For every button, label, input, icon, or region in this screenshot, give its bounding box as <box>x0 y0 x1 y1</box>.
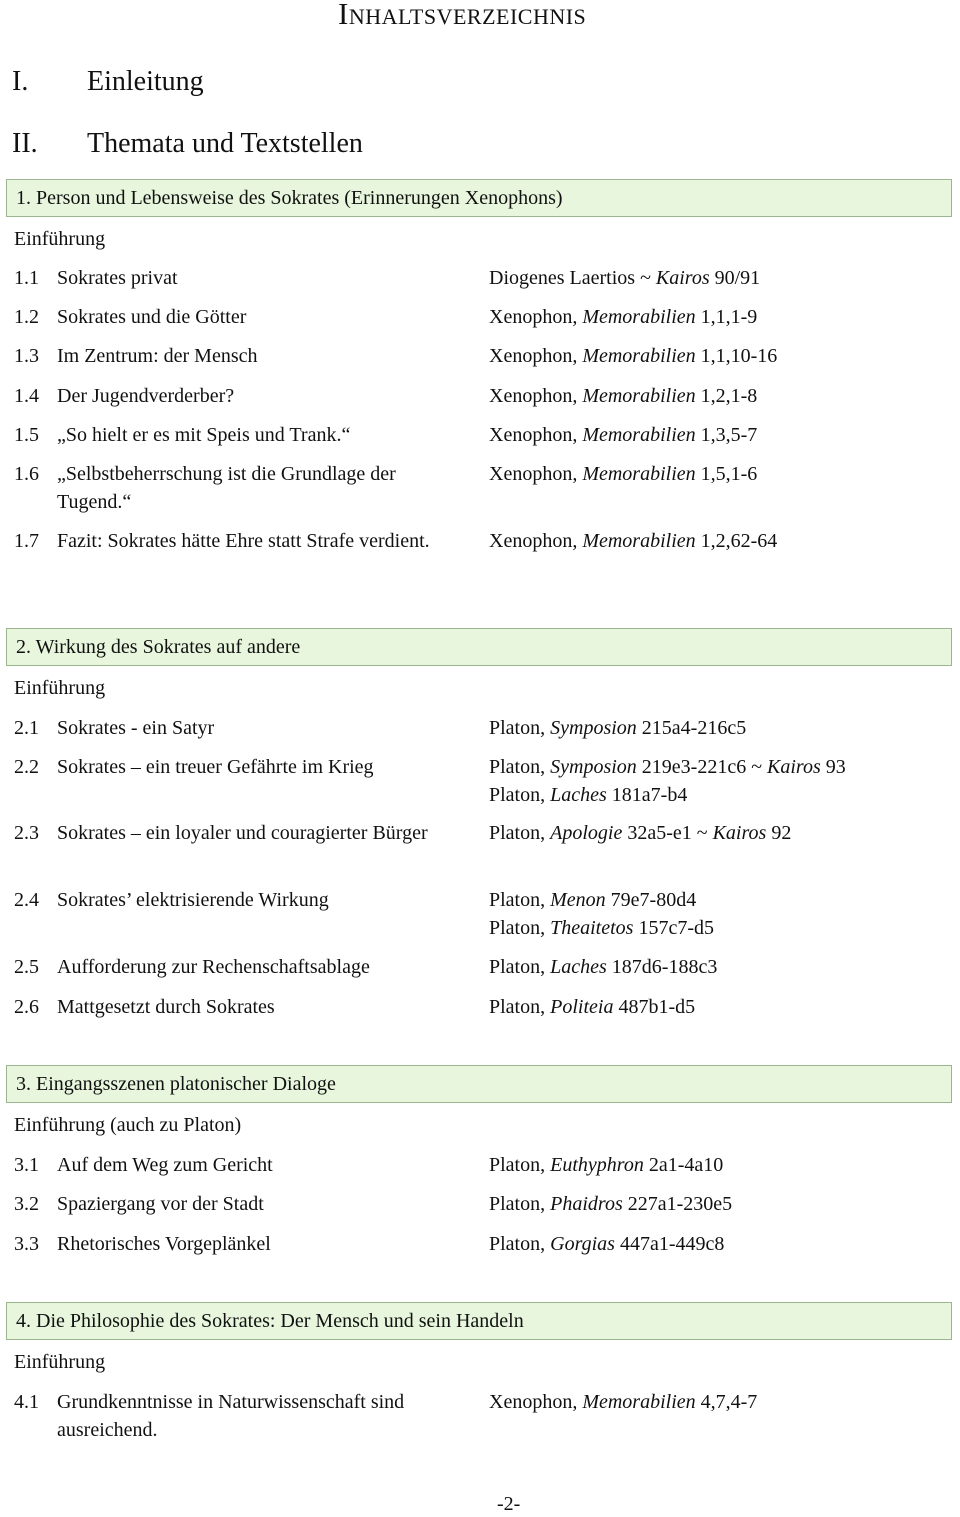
entry-topic: Grundkenntnisse in Naturwissenschaft sind ausreichend. <box>57 1391 405 1441</box>
entry-reference <box>489 993 909 1021</box>
reference-location: 4,7,4-7 <box>695 1391 758 1413</box>
reference-work: Menon <box>550 889 606 911</box>
reference-location: 157c7-d5 <box>633 917 715 939</box>
reference-author: Xenophon, <box>489 463 583 485</box>
reference-author: Platon, <box>489 717 551 739</box>
entry-number: 2.1 <box>14 717 39 739</box>
reference-location: 1,3,5-7 <box>695 424 758 446</box>
entry-number: 2.5 <box>14 956 39 978</box>
reference-line <box>489 953 909 981</box>
entry-reference <box>489 753 909 809</box>
entry-reference <box>489 421 909 449</box>
reference-location: 1,1,10-16 <box>695 345 778 367</box>
reference-author: Platon, <box>489 784 551 806</box>
entry-number: 1.5 <box>14 424 39 446</box>
section-header-3: 3. Eingangsszenen platonischer Dialoge <box>6 1065 952 1103</box>
reference-author: Diogenes Laertios ~ <box>489 267 656 289</box>
entry-reference <box>489 1151 909 1179</box>
reference-location: 219e3-221c6 ~ <box>636 756 768 778</box>
entry-reference <box>489 1230 909 1258</box>
reference-work: Apologie <box>550 822 623 844</box>
reference-location: 1,2,1-8 <box>695 385 758 407</box>
entry-topic: Sokrates – ein loyaler und couragierter Bürger <box>57 822 428 844</box>
reference-author: Xenophon, <box>489 385 583 407</box>
reference-author: Platon, <box>489 1154 551 1176</box>
reference-line <box>489 1388 909 1416</box>
entry-reference <box>489 303 909 331</box>
entry-topic: „So hielt er es mit Speis und Trank.“ <box>57 424 351 446</box>
reference-work: Kairos <box>655 267 710 289</box>
reference-author: Platon, <box>489 889 551 911</box>
reference-work: Laches <box>550 956 607 978</box>
entry-number: 2.6 <box>14 996 39 1018</box>
part-heading-themata <box>12 128 363 160</box>
reference-location: 79e7-80d4 <box>605 889 697 911</box>
section-header-2: 2. Wirkung des Sokrates auf andere <box>6 628 952 666</box>
reference-author: Xenophon, <box>489 1391 583 1413</box>
entry-topic: Der Jugendverderber? <box>57 385 235 407</box>
entry-reference <box>489 953 909 981</box>
reference-work: Memorabilien <box>582 306 696 328</box>
part-heading-einleitung <box>12 66 204 98</box>
reference-work: Symposion <box>550 717 637 739</box>
page-number: -2- <box>497 1493 521 1515</box>
entry-number: 1.3 <box>14 345 39 367</box>
entry-topic: Mattgesetzt durch Sokrates <box>57 996 275 1018</box>
reference-location: 93 <box>820 756 846 778</box>
reference-location: 2a1-4a10 <box>643 1154 724 1176</box>
entry-reference <box>489 382 909 410</box>
entry-topic: „Selbstbeherrschung ist die Grundlage der Tugend.“ <box>57 463 396 513</box>
reference-location: 1,5,1-6 <box>695 463 758 485</box>
reference-author: Platon, <box>489 756 551 778</box>
entry-reference <box>489 342 909 370</box>
section-intro: Einführung <box>14 1351 106 1373</box>
entry-reference <box>489 527 909 555</box>
reference-location: 487b1-d5 <box>613 996 696 1018</box>
reference-work: Kairos <box>712 822 767 844</box>
entry-topic: Im Zentrum: der Mensch <box>57 345 258 367</box>
reference-location: 1,2,62-64 <box>695 530 778 552</box>
reference-location: 447a1-449c8 <box>614 1233 725 1255</box>
reference-line <box>489 527 909 555</box>
reference-work: Symposion <box>550 756 637 778</box>
reference-line <box>489 382 909 410</box>
reference-line <box>489 1190 909 1218</box>
reference-work: Memorabilien <box>582 424 696 446</box>
part-number: II. <box>12 128 38 159</box>
entry-topic: Sokrates - ein Satyr <box>57 717 215 739</box>
reference-line <box>489 460 909 488</box>
entry-topic: Fazit: Sokrates hätte Ehre statt Strafe verdient. <box>57 530 430 552</box>
reference-line <box>489 714 909 742</box>
entry-number: 3.3 <box>14 1233 39 1255</box>
reference-line <box>489 264 909 292</box>
reference-work: Memorabilien <box>582 385 696 407</box>
reference-author: Platon, <box>489 917 551 939</box>
entry-reference <box>489 714 909 742</box>
part-label: Einleitung <box>87 66 204 97</box>
reference-author: Platon, <box>489 822 551 844</box>
section-header-4: 4. Die Philosophie des Sokrates: Der Mensch und sein Handeln <box>6 1302 952 1340</box>
reference-work: Phaidros <box>550 1193 623 1215</box>
section-intro: Einführung (auch zu Platon) <box>14 1114 242 1136</box>
entry-topic: Sokrates und die Götter <box>57 306 247 328</box>
entry-reference <box>489 886 909 942</box>
reference-location: 1,1,1-9 <box>695 306 758 328</box>
reference-location: 92 <box>766 822 792 844</box>
entry-reference <box>489 1190 909 1218</box>
reference-author: Platon, <box>489 996 551 1018</box>
reference-line <box>489 914 909 942</box>
reference-work: Euthyphron <box>550 1154 644 1176</box>
entry-number: 2.3 <box>14 822 39 844</box>
reference-line <box>489 1151 909 1179</box>
reference-line <box>489 886 909 914</box>
reference-author: Xenophon, <box>489 345 583 367</box>
entry-reference <box>489 460 909 488</box>
reference-work: Memorabilien <box>582 345 696 367</box>
reference-work: Theaitetos <box>550 917 634 939</box>
reference-author: Platon, <box>489 1193 551 1215</box>
reference-line <box>489 342 909 370</box>
reference-line <box>489 781 909 809</box>
section-header-1: 1. Person und Lebensweise des Sokrates (Erinnerungen Xenophons) <box>6 179 952 217</box>
reference-work: Memorabilien <box>582 530 696 552</box>
part-label: Themata und Textstellen <box>87 128 363 159</box>
reference-line <box>489 819 909 847</box>
entry-number: 4.1 <box>14 1391 39 1413</box>
entry-number: 1.4 <box>14 385 39 407</box>
entry-reference <box>489 264 909 292</box>
section-intro: Einführung <box>14 228 106 250</box>
entry-topic: Sokrates privat <box>57 267 178 289</box>
reference-line <box>489 1230 909 1258</box>
entry-number: 1.7 <box>14 530 39 552</box>
entry-number: 2.4 <box>14 889 39 911</box>
reference-location: 90/91 <box>709 267 761 289</box>
entry-topic: Aufforderung zur Rechenschaftsablage <box>57 956 370 978</box>
reference-work: Kairos <box>767 756 821 778</box>
reference-line <box>489 993 909 1021</box>
section-intro: Einführung <box>14 677 106 699</box>
entry-number: 1.1 <box>14 267 39 289</box>
reference-author: Xenophon, <box>489 424 583 446</box>
entry-topic: Spaziergang vor der Stadt <box>57 1193 264 1215</box>
reference-work: Memorabilien <box>582 1391 696 1413</box>
reference-line <box>489 303 909 331</box>
entry-topic: Sokrates’ elektrisierende Wirkung <box>57 889 329 911</box>
entry-reference <box>489 819 909 847</box>
entry-topic: Sokrates – ein treuer Gefährte im Krieg <box>57 756 374 778</box>
reference-line <box>489 421 909 449</box>
entry-number: 1.2 <box>14 306 39 328</box>
reference-work: Politeia <box>550 996 614 1018</box>
reference-location: 215a4-216c5 <box>636 717 747 739</box>
reference-author: Xenophon, <box>489 306 583 328</box>
reference-location: 227a1-230e5 <box>622 1193 733 1215</box>
reference-work: Gorgias <box>550 1233 615 1255</box>
reference-location: 187d6-188c3 <box>606 956 718 978</box>
entry-topic: Rhetorisches Vorgeplänkel <box>57 1233 271 1255</box>
reference-location: 32a5-e1 ~ <box>622 822 713 844</box>
reference-author: Xenophon, <box>489 530 583 552</box>
entry-number: 3.2 <box>14 1193 39 1215</box>
reference-line <box>489 753 909 781</box>
reference-work: Laches <box>550 784 607 806</box>
document-title: Inhaltsverzeichnis <box>338 0 587 31</box>
reference-work: Memorabilien <box>582 463 696 485</box>
entry-number: 2.2 <box>14 756 39 778</box>
entry-number: 3.1 <box>14 1154 39 1176</box>
entry-number: 1.6 <box>14 463 39 485</box>
reference-location: 181a7-b4 <box>606 784 688 806</box>
entry-topic: Auf dem Weg zum Gericht <box>57 1154 273 1176</box>
reference-author: Platon, <box>489 956 551 978</box>
part-number: I. <box>12 66 29 97</box>
reference-author: Platon, <box>489 1233 551 1255</box>
entry-reference <box>489 1388 909 1416</box>
